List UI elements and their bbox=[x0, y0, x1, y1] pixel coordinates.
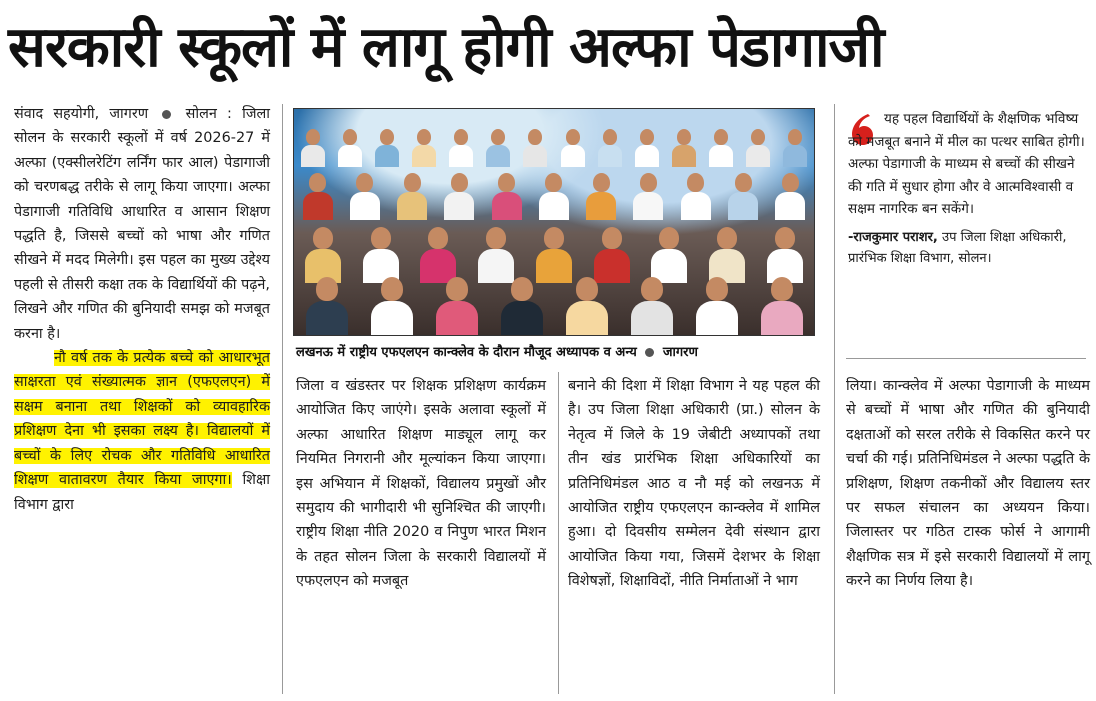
bullet-dot-icon bbox=[162, 110, 171, 119]
article-paragraph-2 bbox=[14, 346, 270, 517]
highlighted-text: नौ वर्ष तक के प्रत्येक बच्चे को आधारभूत साक्षरता एवं संख्यात्मक ज्ञान (एफएलएन) में सक्षम बनाना तथा शिक्षकों को व्यावहारिक प्रशिक्षण देना भी इसका लक्ष्य है। विद्यालयों में बच्चों के लिए रोचक और गतिविधि आधारित शिक्षण वातावरण तैयार किया जाएगा। bbox=[14, 350, 270, 489]
dateline-byline: संवाद सहयोगी, जागरण bbox=[14, 106, 149, 122]
quote-author-name: -राजकुमार पराशर, bbox=[848, 229, 938, 245]
photo-credit: जागरण bbox=[662, 345, 698, 360]
article-column-2 bbox=[296, 374, 546, 594]
column-divider-1 bbox=[282, 104, 283, 694]
news-photo bbox=[293, 108, 815, 336]
column-3-text: बनाने की दिशा में शिक्षा विभाग ने यह पहल की है। उप जिला शिक्षा अधिकारी (प्रा.) सोलन के नेतृत्व में जिले के 19 जेबीटी अध्यापकों तथा तीन खंड प्रारंभिक शिक्षा अधिकारियों का प्रतिनिधिमंडल आठ व नौ मई को लखनऊ में आयोजित राष्ट्रीय एफएलएन कान्क्लेव में शामिल हुआ। दो दिवसीय सम्मेलन देवी संस्थान द्वारा आयोजित किया गया, जिसमें देशभर के शिक्षा विशेषज्ञों, शिक्षाविदों, नीति निर्माताओं ने भाग bbox=[568, 378, 820, 590]
photo-caption bbox=[296, 344, 816, 362]
headline: सरकारी स्कूलों में लागू होगी अल्फा पेडागाजी bbox=[8, 15, 884, 80]
column-2-text: जिला व खंडस्तर पर शिक्षक प्रशिक्षण कार्यक्रम आयोजित किए जाएंगे। इसके अलावा स्कूलों में अल्फा आधारित शिक्षण माड्यूल लागू कर नियमित निगरानी और मूल्यांकन किया जाएगा। इस अभियान में शिक्षकों, विद्यालय प्रमुखों और समुदाय की भागीदारी भी सुनिश्चित की जाएगी। राष्ट्रीय शिक्षा नीति 2020 व निपुण भारत मिशन के तहत सोलन जिला के सरकारी विद्यालयों में एफएलएन को मजबूत bbox=[296, 378, 546, 590]
photo-crowd-front bbox=[294, 227, 814, 283]
column-divider-2 bbox=[558, 372, 559, 694]
bullet-dot-icon bbox=[645, 348, 654, 357]
quote-author-title: उप जिला शिक्षा अधिकारी, प्रारंभिक शिक्षा विभाग, सोलन। bbox=[848, 229, 1067, 266]
article-column-4 bbox=[846, 374, 1090, 594]
photo-crowd-back bbox=[294, 129, 814, 167]
column-divider-3 bbox=[834, 104, 835, 694]
paragraph-text: जिला सोलन के सरकारी स्कूलों में वर्ष 2026-27 में अल्फा (एक्सीलरेटिंग लर्निंग फार आल) पेडागाजी को चरणबद्ध तरीके से लागू किया जाएगा। अल्फा पेडागाजी गतिविधि आधारित व आसान शिक्षण पद्धति है, जिससे बच्चों को भाषा और गणित सीखने में मदद मिलेगी। इस पहल का मुख्य उद्देश्य पहली से तीसरी कक्षा तक के विद्यार्थियों की पढ़ने, लिखने और गणित की बुनियादी समझ को मजबूत करना है। bbox=[14, 106, 270, 342]
article-column-1 bbox=[14, 102, 270, 517]
photo-caption-text: लखनऊ में राष्ट्रीय एफएलएन कान्क्लेव के दौरान मौजूद अध्यापक व अन्य bbox=[296, 345, 637, 360]
quote-attribution bbox=[848, 227, 1088, 269]
quote-divider bbox=[846, 358, 1086, 359]
photo-crowd-middle bbox=[294, 173, 814, 220]
column-4-text: लिया। कान्क्लेव में अल्फा पेडागाजी के माध्यम से बच्चों में भाषा और गणित की बुनियादी दक्षताओं को सरल तरीके से विकसित करने पर चर्चा की गई। प्रतिनिधिमंडल ने अल्फा पद्धति के प्रशिक्षण, शिक्षण तकनीकों और विद्यालय स्तर पर सफल संचालन का अध्ययन किया। जिलास्तर पर गठित टास्क फोर्स ने आगामी शैक्षणिक सत्र में इसे सरकारी विद्यालयों में लागू करने का निर्णय लिया है। bbox=[846, 378, 1090, 590]
quote-text: यह पहल विद्यार्थियों के शैक्षणिक भविष्य को मजबूत बनाने में मील का पत्थर साबित होगी। अल्फा पेडागाजी के माध्यम से बच्चों की सीखने की गति में सुधार होगा और वे आत्मविश्वासी व सक्षम नागरिक बन सकेंगे। bbox=[848, 111, 1085, 218]
article-paragraph-1 bbox=[14, 102, 270, 346]
article-column-3 bbox=[568, 374, 820, 594]
photo-crowd-seated bbox=[294, 277, 814, 336]
paragraph-tail: शिक्षा विभाग द्वारा bbox=[14, 472, 270, 513]
pull-quote bbox=[848, 108, 1088, 269]
dateline-place: सोलन : bbox=[185, 106, 232, 122]
